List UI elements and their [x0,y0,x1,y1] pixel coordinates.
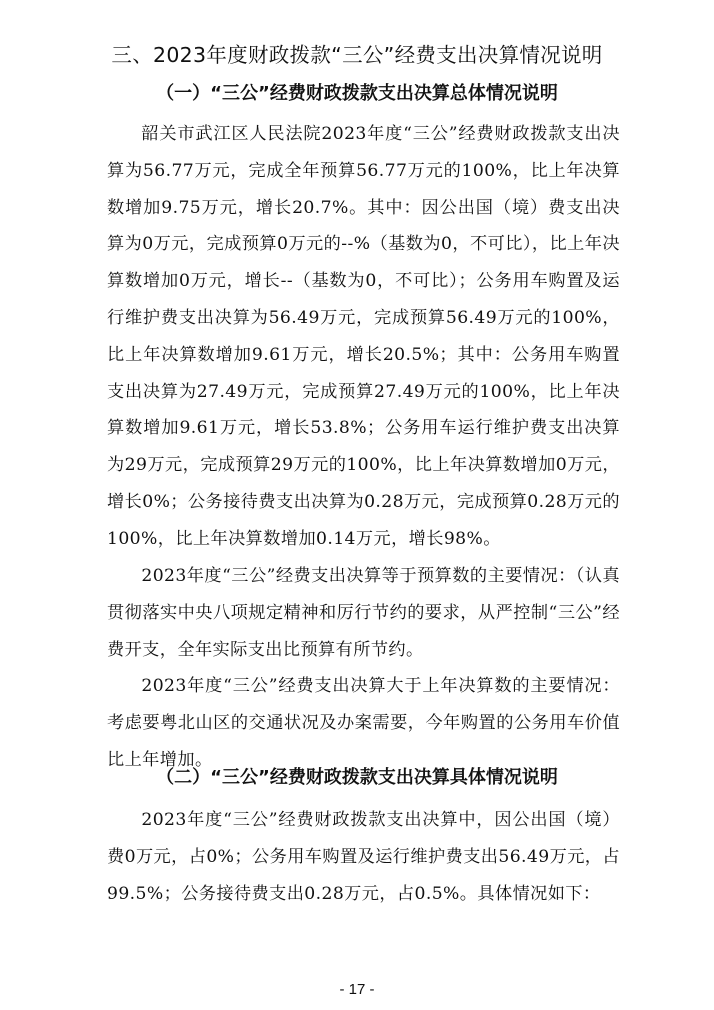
paragraph-prior-year-comparison: 2023年度“三公”经费支出决算大于上年决算数的主要情况：考虑要粤北山区的交通状况及办案需要，今年购置的公务用车价值比上年增加。 [107,676,620,770]
section-heading-overall: （一）“三公”经费财政拨款支出决算总体情况说明 [156,83,558,104]
section-heading-details: （二）“三公”经费财政拨款支出决算具体情况说明 [156,767,558,788]
paragraph-overall-summary: 韶关市武江区人民法院2023年度“三公”经费财政拨款支出决算为56.77万元，完成全年预算56.77万元的100%，比上年决算数增加9.75万元，增长20.7%。其中：因公出国（境）费支出决算为0万元，完成预算0万元的--%（基数为0，不可比），比上年决算数增加0万元，增长--（基数为0，不可比）；公务用车购置及运行维护费支出决算为56.49万元，完成预算56.49万元的100%，比上年决算数增加9.61万元，增长20.5%；其中：公务用车购置支出决算为27.49万元，完成预算27.49万元的100%，比上年决算数增加9.61万元，增长53.8%；公务用车运行维护费支出决算为29万元，完成预算29万元的100%，比上年决算数增加0万元，增长0%；公务接待费支出决算为0.28万元，完成预算0.28万元的100%，比上年决算数增加0.14万元，增长98%。 [107,124,620,549]
page-number: - 17 - [339,981,375,998]
main-heading: 三、2023年度财政拨款“三公”经费支出决算情况说明 [111,43,603,67]
paragraph-detail-breakdown: 2023年度“三公”经费财政拨款支出决算中，因公出国（境）费0万元，占0%；公务用车购置及运行维护费支出56.49万元，占99.5%；公务接待费支出0.28万元，占0.5%。具体情况如下： [107,810,620,904]
paragraph-budget-comparison: 2023年度“三公”经费支出决算等于预算数的主要情况：（认真贯彻落实中央八项规定精神和厉行节约的要求，从严控制“三公”经费开支，全年实际支出比预算有所节约。 [107,566,620,660]
